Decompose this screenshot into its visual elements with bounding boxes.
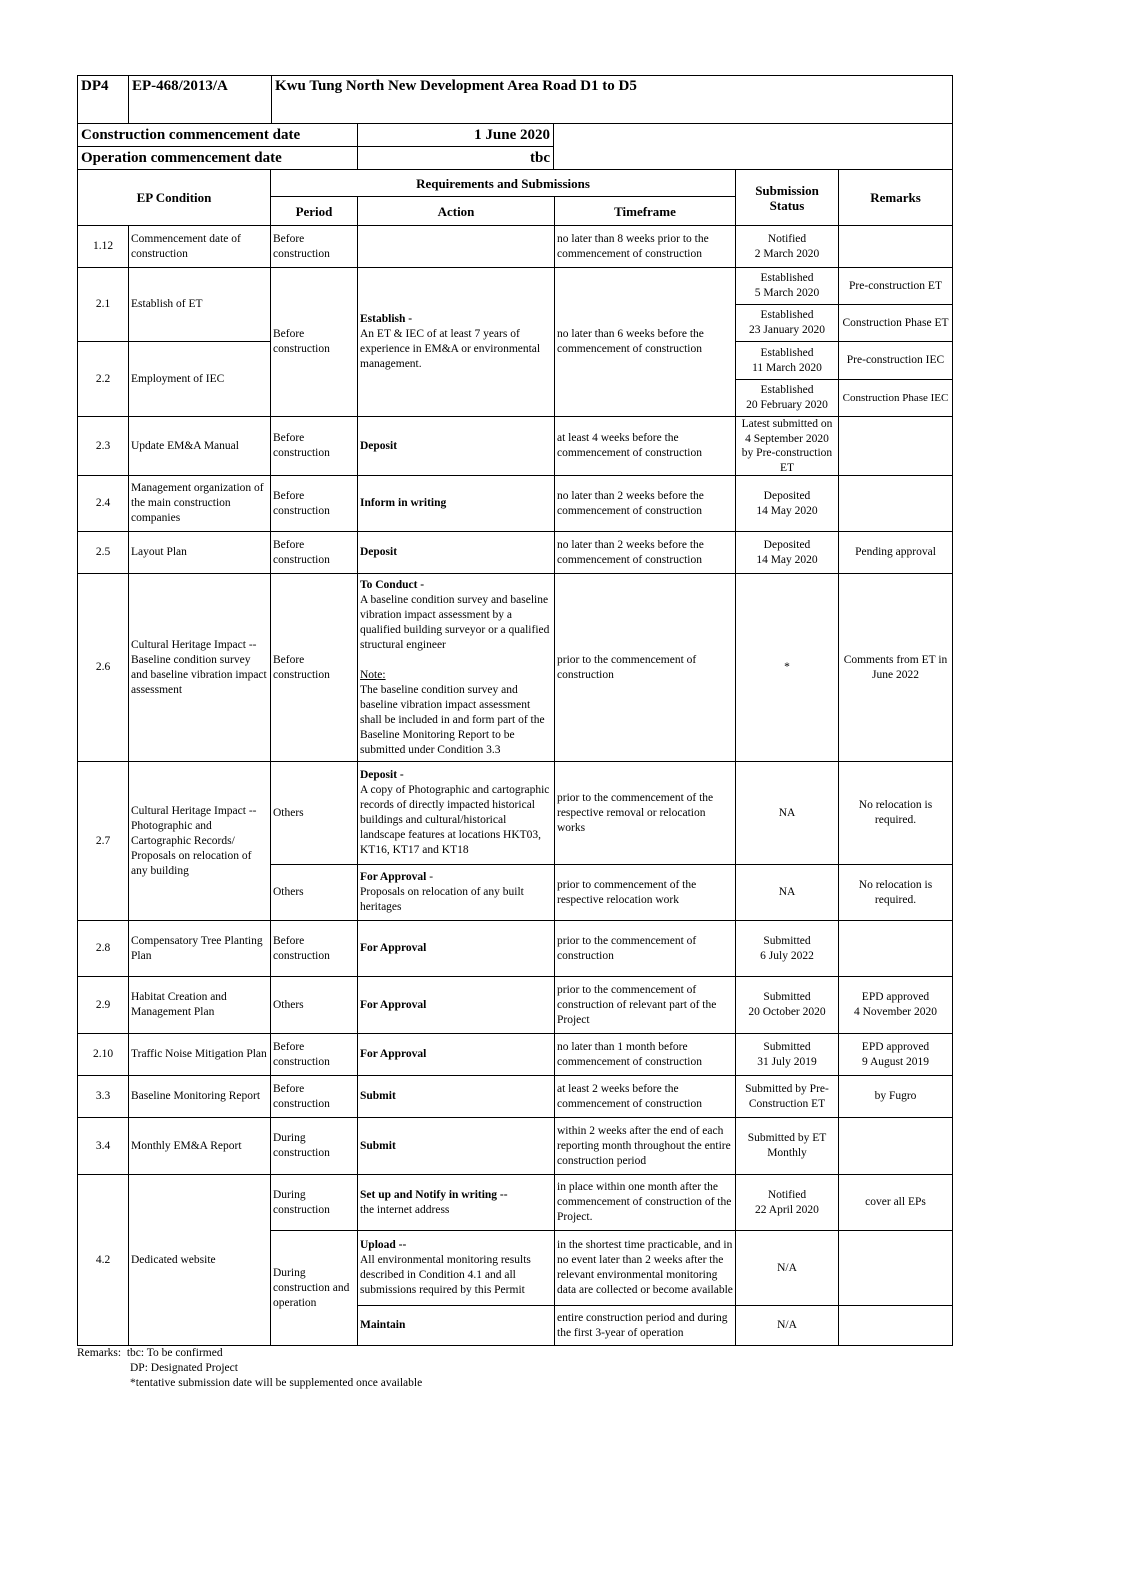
table-row — [78, 1118, 953, 1175]
status-cell: N/A — [736, 1306, 839, 1346]
condition-number: 3.4 — [78, 1118, 129, 1175]
condition-number: 2.6 — [78, 574, 129, 762]
timeframe-cell: no later than 6 weeks before the commencement of construction — [555, 268, 736, 417]
action-heading: Set up and Notify in writing -- — [360, 1188, 508, 1201]
condition-number: 2.4 — [78, 476, 129, 532]
project-header — [77, 75, 953, 124]
table-row — [78, 1034, 953, 1076]
condition-name: Layout Plan — [129, 532, 271, 574]
status-cell: Established 23 January 2020 — [736, 305, 839, 342]
action-cell: Submit — [358, 1076, 555, 1118]
status-cell: Notified 2 March 2020 — [736, 226, 839, 268]
action-heading: Establish - — [360, 313, 413, 325]
action-heading: To Conduct - — [360, 578, 425, 591]
action-cell: Deposit — [358, 532, 555, 574]
condition-name: Dedicated website — [129, 1175, 271, 1346]
action-cell — [358, 1175, 555, 1231]
period-cell: Others — [271, 762, 358, 865]
table-row — [78, 476, 953, 532]
operation-date-value: tbc — [358, 147, 554, 170]
table-row — [78, 1076, 953, 1118]
status-cell: NA — [736, 865, 839, 921]
remarks-cell: Pre-construction IEC — [839, 342, 953, 380]
condition-name: Compensatory Tree Planting Plan — [129, 921, 271, 977]
timeframe-cell: no later than 8 weeks prior to the commencement of construction — [555, 226, 736, 268]
operation-date-label: Operation commencement date — [78, 147, 358, 170]
timeframe-cell: prior to the commencement of the respective removal or relocation works — [555, 762, 736, 865]
table-row — [78, 762, 953, 865]
period-cell: Before construction — [271, 268, 358, 417]
remarks-line: tbc: To be confirmed — [126, 1347, 223, 1359]
status-cell: Submitted by Pre-Construction ET — [736, 1076, 839, 1118]
period-cell: Before construction — [271, 921, 358, 977]
action-cell — [358, 1231, 555, 1306]
action-cell — [358, 762, 555, 865]
action-cell: Deposit — [358, 417, 555, 476]
condition-name: Traffic Noise Mitigation Plan — [129, 1034, 271, 1076]
action-cell: Inform in writing — [358, 476, 555, 532]
action-cell — [358, 226, 555, 268]
remarks-cell — [839, 476, 953, 532]
action-body: All environmental monitoring results described in Condition 4.1 and all submissions required by this Permit — [360, 1254, 531, 1296]
action-body: A baseline condition survey and baseline vibration impact assessment by a qualified building surveyor or a qualified structural engineer — [360, 593, 550, 651]
remarks-cell — [839, 417, 953, 476]
remarks-cell: EPD approved 9 August 2019 — [839, 1034, 953, 1076]
action-cell: For Approval — [358, 977, 555, 1034]
action-body: Proposals on relocation of any built heritages — [360, 886, 524, 913]
construction-date-value: 1 June 2020 — [358, 124, 554, 147]
col-requirements: Requirements and Submissions — [271, 170, 736, 197]
action-cell — [358, 865, 555, 921]
condition-number: 2.5 — [78, 532, 129, 574]
remarks-cell: by Fugro — [839, 1076, 953, 1118]
condition-name: Employment of IEC — [129, 342, 271, 417]
action-body: An ET & IEC of at least 7 years of experience in EM&A or environmental management. — [360, 328, 541, 370]
note-body: The baseline condition survey and baseline vibration impact assessment shall be included in and form part of the Baseline Monitoring Report to be submitted under Condition 3.3 — [360, 683, 545, 756]
remarks-cell — [839, 1231, 953, 1306]
timeframe-cell: no later than 1 month before commencement of construction — [555, 1034, 736, 1076]
table-row — [78, 532, 953, 574]
status-cell: Established 5 March 2020 — [736, 268, 839, 305]
period-cell: Before construction — [271, 1076, 358, 1118]
timeframe-cell: prior to the commencement of construction — [555, 574, 736, 762]
action-separator: - — [426, 871, 434, 883]
timeframe-cell: at least 2 weeks before the commencement of construction — [555, 1076, 736, 1118]
action-cell: For Approval — [358, 1034, 555, 1076]
action-body: A copy of Photographic and cartographic records of directly impacted historical buildings and cultural/historical landscape features at locations HKT03, KT16, KT17 and KT18 — [360, 784, 550, 856]
action-body: the internet address — [360, 1203, 450, 1216]
footnote-remarks — [77, 1346, 422, 1391]
condition-number: 2.2 — [78, 342, 129, 417]
timeframe-cell: at least 4 weeks before the commencement of construction — [555, 417, 736, 476]
col-action: Action — [358, 197, 555, 226]
timeframe-cell: prior to commencement of the respective relocation work — [555, 865, 736, 921]
condition-number: 1.12 — [78, 226, 129, 268]
project-title: Kwu Tung North New Development Area Road D1 to D5 — [272, 76, 953, 124]
period-cell: Before construction — [271, 532, 358, 574]
table-row — [78, 977, 953, 1034]
status-cell: Submitted 6 July 2022 — [736, 921, 839, 977]
remarks-cell: Pending approval — [839, 532, 953, 574]
col-timeframe: Timeframe — [555, 197, 736, 226]
status-cell: * — [736, 574, 839, 762]
col-status: Submission Status — [736, 170, 839, 226]
condition-name: Cultural Heritage Impact -- Photographic and Cartographic Records/ Proposals on relocation of any building — [129, 762, 271, 921]
commencement-dates — [77, 123, 953, 170]
period-cell: During construction — [271, 1175, 358, 1231]
ep-number: EP-468/2013/A — [129, 76, 272, 124]
condition-number: 4.2 — [78, 1175, 129, 1346]
remarks-line: DP: Designated Project — [130, 1362, 238, 1374]
remarks-line: *tentative submission date will be supplemented once available — [130, 1377, 423, 1389]
table-row — [78, 268, 953, 305]
status-cell: NA — [736, 762, 839, 865]
timeframe-cell: within 2 weeks after the end of each reporting month throughout the entire construction period — [555, 1118, 736, 1175]
condition-number: 2.7 — [78, 762, 129, 921]
table-row — [78, 226, 953, 268]
period-cell: Before construction — [271, 574, 358, 762]
condition-number: 2.3 — [78, 417, 129, 476]
timeframe-cell: in the shortest time practicable, and in no event later than 2 weeks after the relevant environmental monitoring data are collected or become available — [555, 1231, 736, 1306]
table-row — [78, 574, 953, 762]
remarks-cell: Comments from ET in June 2022 — [839, 574, 953, 762]
period-cell: Others — [271, 865, 358, 921]
action-heading: For Approval — [360, 871, 427, 883]
construction-date-label: Construction commencement date — [78, 124, 358, 147]
remarks-cell: cover all EPs — [839, 1175, 953, 1231]
remarks-cell: Construction Phase IEC — [839, 380, 953, 417]
status-cell: Submitted by ET Monthly — [736, 1118, 839, 1175]
remarks-cell — [839, 921, 953, 977]
condition-name: Baseline Monitoring Report — [129, 1076, 271, 1118]
period-cell: During construction — [271, 1118, 358, 1175]
remarks-cell: No relocation is required. — [839, 762, 953, 865]
remarks-cell — [839, 1306, 953, 1346]
table-row — [78, 1175, 953, 1231]
action-cell: For Approval — [358, 921, 555, 977]
remarks-cell: Construction Phase ET — [839, 305, 953, 342]
condition-number: 2.1 — [78, 268, 129, 342]
timeframe-cell: in place within one month after the commencement of construction of the Project. — [555, 1175, 736, 1231]
table-row — [78, 921, 953, 977]
period-cell: Others — [271, 977, 358, 1034]
status-cell: N/A — [736, 1231, 839, 1306]
status-cell: Deposited 14 May 2020 — [736, 532, 839, 574]
remarks-label: Remarks: — [77, 1347, 122, 1359]
action-cell: Submit — [358, 1118, 555, 1175]
timeframe-cell: prior to the commencement of construction — [555, 921, 736, 977]
timeframe-cell: entire construction period and during the first 3-year of operation — [555, 1306, 736, 1346]
condition-number: 2.9 — [78, 977, 129, 1034]
period-cell: Before construction — [271, 1034, 358, 1076]
period-cell: Before construction — [271, 476, 358, 532]
ep-conditions-table — [77, 169, 953, 1346]
remarks-cell: No relocation is required. — [839, 865, 953, 921]
status-cell: Established 11 March 2020 — [736, 342, 839, 380]
status-cell: Submitted 31 July 2019 — [736, 1034, 839, 1076]
period-cell: Before construction — [271, 226, 358, 268]
condition-number: 2.10 — [78, 1034, 129, 1076]
col-remarks: Remarks — [839, 170, 953, 226]
status-cell: Deposited 14 May 2020 — [736, 476, 839, 532]
remarks-cell: EPD approved 4 November 2020 — [839, 977, 953, 1034]
condition-name: Monthly EM&A Report — [129, 1118, 271, 1175]
action-cell: Maintain — [358, 1306, 555, 1346]
condition-name: Habitat Creation and Management Plan — [129, 977, 271, 1034]
status-cell: Submitted 20 October 2020 — [736, 977, 839, 1034]
condition-name: Commencement date of construction — [129, 226, 271, 268]
note-label: Note: — [360, 668, 386, 681]
status-cell: Notified 22 April 2020 — [736, 1175, 839, 1231]
timeframe-cell: no later than 2 weeks before the commencement of construction — [555, 532, 736, 574]
timeframe-cell: no later than 2 weeks before the commencement of construction — [555, 476, 736, 532]
remarks-cell — [839, 226, 953, 268]
remarks-cell: Pre-construction ET — [839, 268, 953, 305]
action-cell — [358, 574, 555, 762]
timeframe-cell: prior to the commencement of construction of relevant part of the Project — [555, 977, 736, 1034]
action-heading: Deposit - — [360, 769, 404, 781]
status-cell: Latest submitted on 4 September 2020 by Pre-construction ET — [736, 417, 839, 476]
remarks-cell — [839, 1118, 953, 1175]
status-cell: Established 20 February 2020 — [736, 380, 839, 417]
action-heading: Upload -- — [360, 1239, 407, 1251]
condition-name: Cultural Heritage Impact -- Baseline condition survey and baseline vibration impact assessment — [129, 574, 271, 762]
condition-name: Update EM&A Manual — [129, 417, 271, 476]
table-row — [78, 417, 953, 476]
period-cell: Before construction — [271, 417, 358, 476]
condition-name: Management organization of the main construction companies — [129, 476, 271, 532]
condition-number: 2.8 — [78, 921, 129, 977]
period-cell: During construction and operation — [271, 1231, 358, 1346]
action-cell — [358, 268, 555, 417]
condition-name: Establish of ET — [129, 268, 271, 342]
dp-code: DP4 — [78, 76, 129, 124]
col-period: Period — [271, 197, 358, 226]
col-ep-condition: EP Condition — [78, 170, 271, 226]
condition-number: 3.3 — [78, 1076, 129, 1118]
